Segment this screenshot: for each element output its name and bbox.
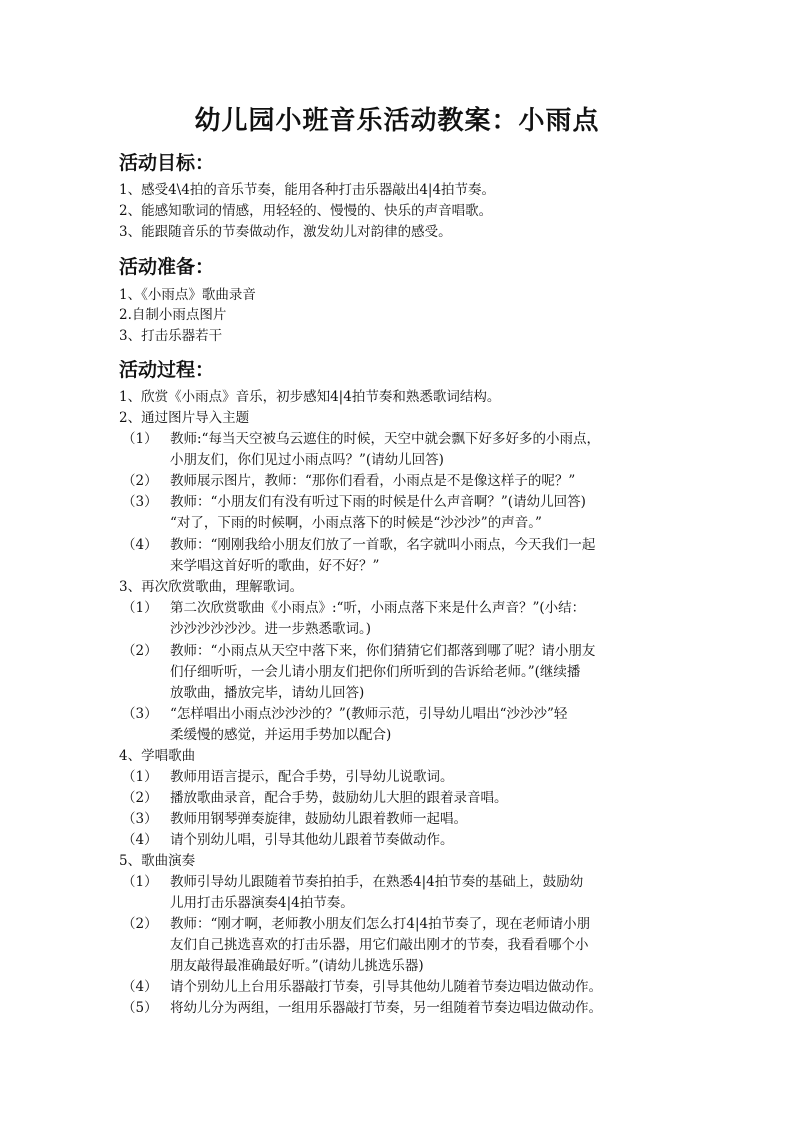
item-text: 播放歌曲录音，配合手势，鼓励幼儿大胆的跟着录音唱。	[170, 790, 508, 806]
item-number: （5）	[122, 1000, 158, 1016]
item-text: 友们自己挑选喜欢的打击乐器，用它们敲出刚才的节奏，我看看哪个小	[170, 937, 589, 953]
item-text: 将幼儿分为两组，一组用乐器敲打节奏，另一组随着节奏边唱边做动作。	[170, 1000, 602, 1016]
item-number: （2）	[122, 790, 158, 806]
goal-heading: 活动目标：	[119, 152, 215, 174]
goal-item: 3、能跟随音乐的节奏做动作，激发幼儿对韵律的感受。	[119, 224, 452, 240]
item-number: （2）	[122, 473, 158, 489]
prep-item: 1、《小雨点》歌曲录音	[119, 287, 256, 303]
item-number: （3）	[122, 706, 158, 722]
item-text: 请个别幼儿上台用乐器敲打节奏，引导其他幼儿随着节奏边唱边做动作。	[170, 979, 602, 995]
item-text: “怎样唱出小雨点沙沙沙的？”(教师示范，引导幼儿唱出“沙沙沙”轻	[170, 706, 568, 722]
item-text: 来学唱这首好听的歌曲，好不好？”	[170, 558, 380, 574]
item-number: （4）	[122, 832, 158, 848]
prep-item: 2.自制小雨点图片	[119, 307, 227, 323]
item-text: 教师：“刚刚我给小朋友们放了一首歌，名字就叫小雨点，今天我们一起	[170, 537, 596, 553]
process-step: 3、再次欣赏歌曲，理解歌词。	[119, 579, 304, 595]
item-text: 教师展示图片，教师：“那你们看看，小雨点是不是像这样子的呢？”	[170, 473, 576, 489]
process-heading: 活动过程：	[119, 359, 215, 381]
goal-item: 1、感受4\4拍的音乐节奏，能用各种打击乐器敲出4|4拍节奏。	[119, 182, 496, 198]
item-number: （4）	[122, 537, 158, 553]
process-step: 5、歌曲演奏	[119, 853, 196, 869]
item-text: 教师用钢琴弹奏旋律，鼓励幼儿跟着教师一起唱。	[170, 811, 467, 827]
process-step: 4、学唱歌曲	[119, 748, 196, 764]
item-text: 教师引导幼儿跟随着节奏拍拍手，在熟悉4|4拍节奏的基础上，鼓励幼	[170, 874, 584, 890]
item-text: 教师：“小雨点从天空中落下来，你们猜猜它们都落到哪了呢？请小朋友	[170, 643, 596, 659]
item-text: 朋友敲得最准确最好听。”(请幼儿挑选乐器)	[170, 958, 424, 974]
item-text: 请个别幼儿唱，引导其他幼儿跟着节奏做动作。	[170, 832, 454, 848]
item-number: （1）	[122, 874, 158, 890]
item-number: （2）	[122, 916, 158, 932]
item-text: 教师:“每当天空被乌云遮住的时候，天空中就会飘下好多好多的小雨点，	[170, 431, 600, 447]
item-text: 教师：“刚才啊，老师教小朋友们怎么打4|4拍节奏了，现在老师请小朋	[170, 916, 591, 932]
item-text: 小朋友们，你们见过小雨点吗？”(请幼儿回答)	[170, 452, 444, 468]
item-number: （3）	[122, 494, 158, 510]
item-text: 柔缓慢的感觉，并运用手势加以配合)	[170, 727, 392, 743]
item-text: 放歌曲，播放完毕，请幼儿回答)	[170, 685, 365, 701]
item-number: （4）	[122, 979, 158, 995]
prep-heading: 活动准备：	[119, 256, 215, 278]
item-text: 教师：“小朋友们有没有听过下雨的时候是什么声音啊？”(请幼儿回答)	[170, 494, 586, 510]
prep-item: 3、打击乐器若干	[119, 328, 223, 344]
item-number: （3）	[122, 811, 158, 827]
goal-item: 2、能感知歌词的情感，用轻轻的、慢慢的、快乐的声音唱歌。	[119, 203, 493, 219]
item-text: 教师用语言提示，配合手势，引导幼儿说歌词。	[170, 769, 454, 785]
item-number: （2）	[122, 643, 158, 659]
item-text: 沙沙沙沙沙沙。进一步熟悉歌词。)	[170, 621, 372, 637]
item-text: 第二次欣赏歌曲《小雨点》:“听，小雨点落下来是什么声音？”(小结：	[170, 600, 586, 616]
item-text: 们仔细听听，一会儿请小朋友们把你们所听到的告诉给老师。”(继续播	[170, 664, 581, 680]
page-title: 幼儿园小班音乐活动教案：小雨点	[194, 106, 600, 136]
item-text: 儿用打击乐器演奏4|4拍节奏。	[170, 895, 354, 911]
process-step: 1、欣赏《小雨点》音乐，初步感知4|4拍节奏和熟悉歌词结构。	[119, 389, 501, 405]
item-number: （1）	[122, 600, 158, 616]
item-text: “对了，下雨的时候啊，小雨点落下的时候是“沙沙沙”的声音。”	[170, 515, 542, 531]
item-number: （1）	[122, 769, 158, 785]
item-number: （1）	[122, 431, 158, 447]
process-step: 2、通过图片导入主题	[119, 410, 250, 426]
